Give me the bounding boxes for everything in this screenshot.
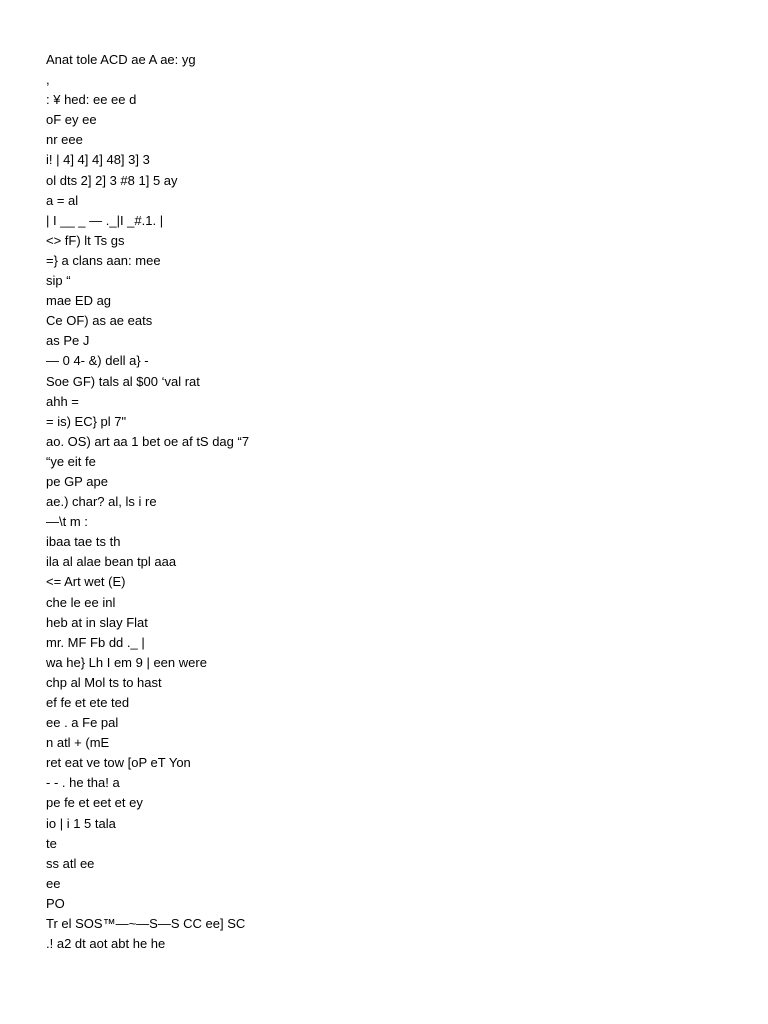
text-line: | I __ _ — ._|I _#.1. | — [46, 212, 164, 228]
text-line: Tr el SOS™—~—S—S CC ee] SC — [46, 916, 246, 932]
text-line: ee — [46, 875, 61, 891]
text-line: .! a2 dt aot abt he he — [46, 936, 166, 952]
text-line: ret eat ve tow [oP eT Yon — [46, 755, 191, 771]
text-line: , — [46, 72, 50, 88]
text-line: pe GP ape — [46, 473, 108, 489]
text-line: — 0 4- &) dell a} - — [46, 353, 149, 369]
text-line: ila al alae bean tpl aaa — [46, 554, 177, 570]
text-line: mr. MF Fb dd ._ | — [46, 634, 145, 650]
text-line: pe fe et eet et ey — [46, 795, 143, 811]
text-line: ahh = — [46, 393, 79, 409]
text-line: ol dts 2] 2] 3 #8 1] 5 ay — [46, 172, 178, 188]
text-line: che le ee inl — [46, 594, 116, 610]
text-line: ao. OS) art aa 1 bet oe af tS dag “7 — [46, 433, 250, 449]
text-line: ee . a Fe pal — [46, 715, 119, 731]
text-line: Anat tole ACD ae A ae: yg — [46, 52, 196, 67]
text-line: =} a clans aan: mee — [46, 252, 161, 268]
text-line: heb at in slay Flat — [46, 614, 148, 630]
text-line: <> fF) lt Ts gs — [46, 232, 125, 248]
text-line: ibaa tae ts th — [46, 534, 121, 550]
text-line: mae ED ag — [46, 293, 112, 309]
text-line: —\t m : — [46, 514, 88, 530]
text-line: te — [46, 835, 57, 851]
text-line: chp al Mol ts to hast — [46, 674, 162, 690]
text-line: io | i 1 5 tala — [46, 815, 116, 831]
text-line: as Pe J — [46, 333, 90, 349]
text-line: ef fe et ete ted — [46, 695, 130, 710]
text-line: i! | 4] 4] 4] 48] 3] 3 — [46, 152, 150, 168]
text-line: sip “ — [46, 273, 71, 289]
text-line: Soe GF) tals al $00 ‘val rat — [46, 373, 200, 389]
text-line: ae.) char? al, ls i re — [46, 494, 157, 510]
text-line: wa he} Lh I em 9 | een were — [46, 654, 207, 670]
text-line: : ¥ hed: ee ee d — [46, 92, 137, 108]
text-line: Ce OF) as ae eats — [46, 313, 153, 329]
text-line: “ye eit fe — [46, 453, 96, 469]
text-line: a = al — [46, 192, 79, 208]
text-line: ss atl ee — [46, 855, 95, 871]
text-line: n atl + (mE — [46, 735, 110, 751]
text-line: nr eee — [46, 132, 83, 148]
document-text-body — [46, 50, 726, 954]
text-line: oF ey ee — [46, 112, 97, 128]
text-line: - - . he tha! a — [46, 775, 120, 791]
text-line: PO — [46, 895, 65, 911]
text-line: <= Art wet (E) — [46, 574, 126, 590]
text-line: = is) EC} pl 7" — [46, 413, 127, 429]
